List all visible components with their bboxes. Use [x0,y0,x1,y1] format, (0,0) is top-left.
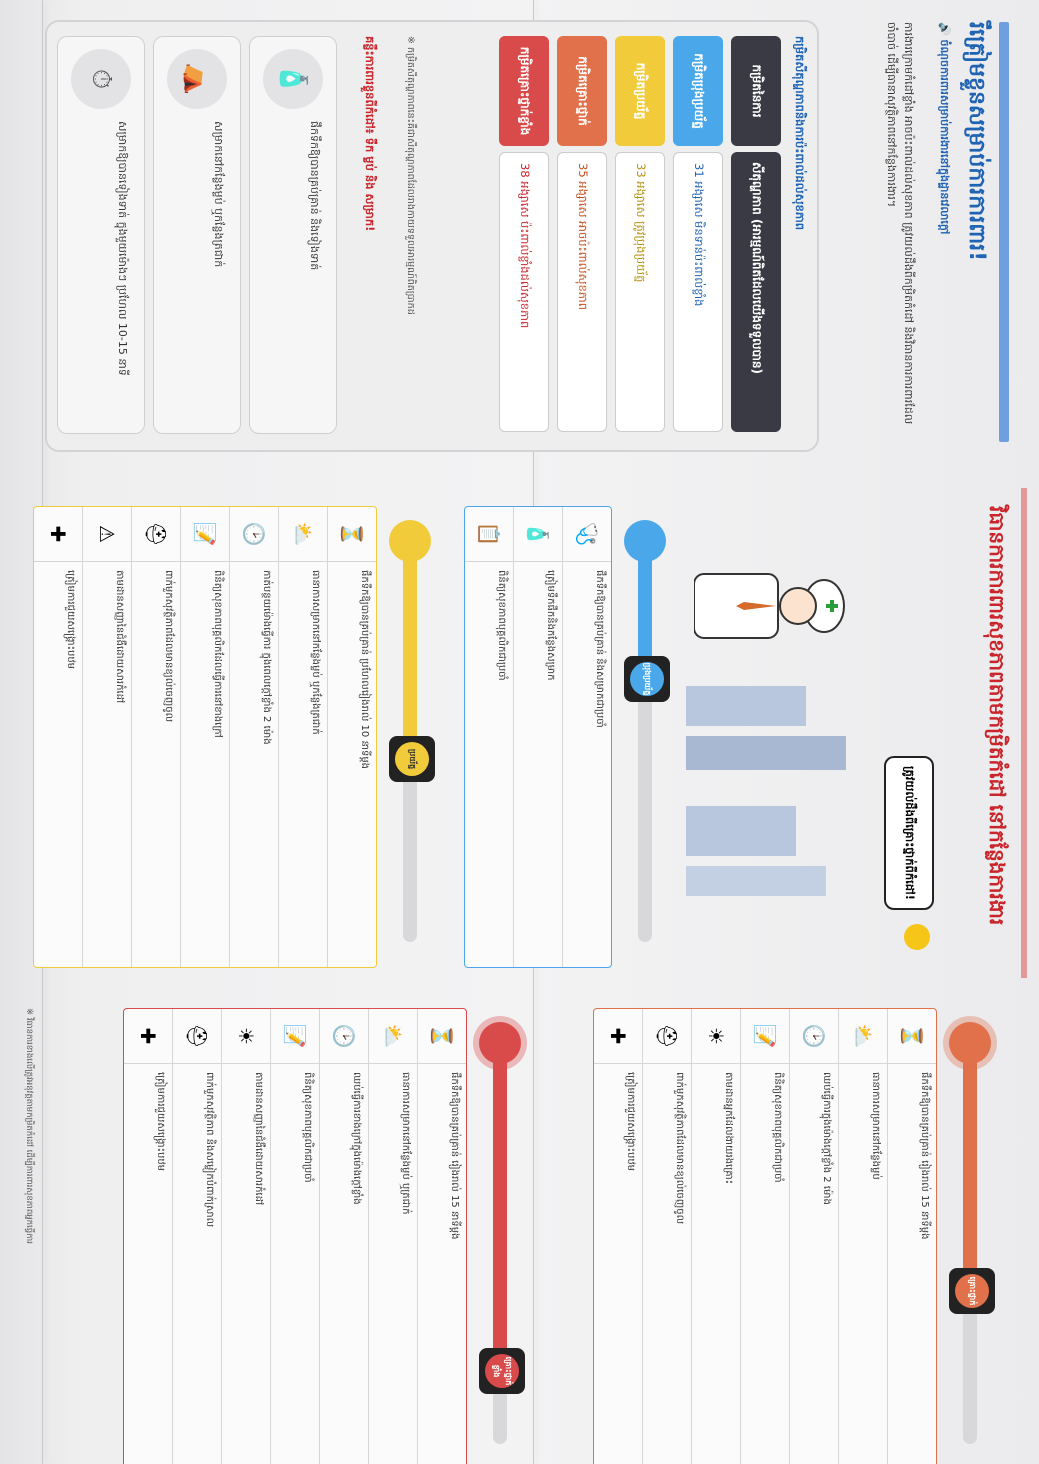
table-row [594,1009,642,1464]
measures-table [593,1008,937,1464]
measures-table [123,1008,467,1464]
row-text: ធានាការសម្រាកនៅកន្លែងម្លប់ ឬកន្លែងត្រជាក់ [310,570,321,735]
row-text: ឈប់ធ្វើការខាងក្រៅក្នុងម៉ោងក្តៅខ្លាំង [351,1072,362,1205]
feel-caution: 31 អង្សាសេ មិនទាន់ប៉ះពាល់ខ្លាំង [673,152,723,432]
measures-table [33,506,377,968]
shade-icon: ⛅ [839,1009,887,1064]
table-row [124,1009,172,1464]
thermometer-bulb [624,520,666,562]
level-tag-label: ប្រុងប្រយ័ត្ន [630,662,664,696]
building-icon [686,806,796,856]
tip-text: សម្រាកឱ្យបានទៀងទាត់ ក្នុងមួយម៉ោងៗ ប្រហែល 10-15 នាទី [116,121,129,376]
table-row [131,507,180,967]
checklist-icon: 📝 [741,1009,789,1064]
table-row [887,1009,936,1464]
table-row [229,507,278,967]
level-tag-label: ប្រយ័ត្ន [395,742,429,776]
table-row [180,507,229,967]
table-row [319,1009,368,1464]
level-tag [479,1348,525,1394]
table-row [221,1009,270,1464]
water-icon: 🧴 [514,507,562,562]
clipboard-icon: 📋 [465,507,513,562]
shade-tent-icon: ⛺ [167,49,227,109]
thermometer-fill [963,1044,977,1294]
first-aid-icon: ✚ [594,1009,642,1064]
level-caution: កម្រិតប្រុងប្រយ័ត្ន [673,36,723,146]
table-row [278,507,327,967]
panel-title: រឹត្រៀមខ្លួនសម្រាប់ការការពារ! [964,22,989,262]
heat-level-box [45,20,819,452]
level-extreme: កម្រិតគ្រោះថ្នាក់ខ្លាំង [499,36,549,146]
footnote: ※ វិធានការខាងលើត្រូវអនុវត្តតាមកម្រិតកំដៅ ដើម្បីការពារសុខភាពអ្នកធ្វើការ [24,1008,34,1244]
building-icon [686,686,806,726]
row-text: ធានាការសម្រាកនៅកន្លែងម្លប់ [870,1072,881,1180]
header-level: កម្រិតនៃការ [731,36,781,146]
table-row [513,507,562,967]
intro-paragraph: ការងារក្រោមកំដៅខ្លាំង អាចប៉ះពាល់ដល់សុខភាព ត្រូវយល់ដឹងពីកម្រិតកំដៅ និងវិធានការការពារដែលចាំបាច់ ដើម្បីធានាសុវត្ថិភាពនៅកន្លែងការងារ។ [884,22,915,425]
level-tag [949,1268,995,1314]
table-row [691,1009,740,1464]
audio-label [935,22,951,442]
tip-text: ផឹកទឹកឱ្យបានគ្រប់គ្រាន់ និងទៀងទាត់ [308,121,321,271]
level-tag-label: គ្រោះថ្នាក់ [955,1274,989,1308]
level-tag [389,736,435,782]
sun-hourglass-icon: ⏳ [888,1009,936,1064]
water-bottle-icon: 🧴 [263,49,323,109]
feel-danger: 35 អង្សាសេ អាចប៉ះពាល់សុខភាព [557,152,607,432]
thermometer-bulb [479,1022,521,1064]
feel-warning: 33 អង្សាសេ ត្រូវប្រុងប្រយ័ត្ន [615,152,665,432]
level-tag [624,656,670,702]
person-sun-icon: ☀ [692,1009,740,1064]
shade-icon: ⛅ [279,507,327,562]
row-text: ពិនិត្យសុខភាពបុគ្គលិកជាប្រចាំ [302,1072,313,1183]
box-title: កម្រិតសីតុណ្ហភាពនិងការប៉ះពាល់ដល់សុខភាព [793,36,807,231]
feel-extreme: 38 អង្សាសេ ប៉ះពាល់ខ្លាំងដល់សុខភាព [499,152,549,432]
speech-bubble: ត្រូវយល់ដឹងពីគ្រោះថ្នាក់ពីកំដៅ! [884,756,934,910]
footnote: ※ កម្រិតសីតុណ្ហភាពនេះគឺជាសីតុណ្ហភាពដែលរាងកាយទទួលអារម្មណ៍ពិតប្រាកដ [405,36,416,315]
checklist-icon: 📝 [271,1009,319,1064]
row-text: កាត់បន្ថយម៉ោងធ្វើការ ក្នុងពេលក្តៅខ្លាំង 2 ម៉ោង [261,570,272,745]
table-row [368,1009,417,1464]
row-text: តាមដានសញ្ញានៃជំងឺដោយសារកំដៅ [114,570,125,704]
panel-measures-1 [0,488,1039,978]
thermometer [383,506,439,966]
row-text: ពិនិត្យសុខភាពបុគ្គលិកដែលធ្វើការនៅខាងក្រៅ [212,570,223,738]
thermometer [943,1008,999,1464]
panel-heat-levels [0,0,1039,475]
checklist-icon: 📝 [181,507,229,562]
helmet-icon: ⛑ [643,1009,691,1064]
table-row [34,507,82,967]
table-row [172,1009,221,1464]
tip-card-shade [153,36,241,434]
panel-title: វិធានការការពារសុខភាពតាមកម្រិតកំដៅ នៅកន្លែងការងារ [985,506,1009,926]
row-text: ត្រៀមការជួយសង្គ្រោះបឋម [155,1072,166,1172]
table-row [465,507,513,967]
stop-clock-icon: 🕑 [790,1009,838,1064]
shade-icon: ⛅ [369,1009,417,1064]
thermometer [473,1008,529,1464]
person-sun-icon: ☀ [222,1009,270,1064]
thermometer-bulb [949,1022,991,1064]
row-text: ពិនិត្យសុខភាពបុគ្គលិកជាប្រចាំ [772,1072,783,1183]
advice-heading: គន្លឹះការពារខ្លួនពីកំដៅ៖ ទឹក ម្លប់ និង សម្រាក! [363,36,377,232]
helmet-icon: ⛑ [132,507,180,562]
table-row [270,1009,319,1464]
row-text: ពិនិត្យសុខភាពបុគ្គលិកជាប្រចាំ [496,570,507,681]
medical-kit-icon: 🩺 [563,507,611,562]
level-warning: កម្រិតប្រយ័ត្ន [615,36,665,146]
thermometer-bulb [389,520,431,562]
panel-measures-2 [0,990,1039,1464]
table-row [838,1009,887,1464]
warning-icon: ⚠ [83,507,131,562]
row-text: ផឹកទឹកឱ្យបានគ្រប់គ្រាន់ រៀងរាល់ 15 នាទីម្តង [449,1072,460,1240]
table-row [417,1009,466,1464]
row-text: ឈប់ធ្វើការក្នុងម៉ោងក្តៅខ្លាំង 2 ម៉ោង [821,1072,832,1205]
row-text: ពាក់មួកសុវត្ថិភាពដែលមានខ្យល់ចេញចូល [674,1072,685,1225]
construction-illustration [686,506,944,966]
table-row [789,1009,838,1464]
table-row [82,507,131,967]
sun-hourglass-icon: ⏳ [418,1009,466,1064]
row-text: ពាក់មួកសុវត្ថិភាព និងសម្លៀកបំពាក់ស្រាល [204,1072,215,1228]
level-tag-label: គ្រោះថ្នាក់ខ្លាំង [485,1354,519,1388]
row-text: ផឹកទឹកឱ្យបានគ្រប់គ្រាន់ និងសម្រាកជាប្រចាំ [594,570,605,728]
building-icon [686,736,846,770]
row-text: ពាក់មួកសុវត្ថិភាពដែលមានខ្យល់ចេញចូល [163,570,174,723]
row-text: ធានាការសម្រាកនៅកន្លែងម្លប់ ឬត្រជាក់ [400,1072,411,1215]
thermometer-fill [403,542,417,762]
worker-icon [694,546,854,666]
tip-card-water [249,36,337,434]
clock-icon: 🕑 [230,507,278,562]
sun-icon [904,924,930,950]
measures-table [464,506,612,968]
sun-hourglass-icon: ⏳ [328,507,376,562]
speaker-icon: 🔊 [938,22,951,36]
row-text: ផឹកទឹកឱ្យបានគ្រប់គ្រាន់ ប្រហែលរៀងរាល់ 10 នាទីម្តង [359,570,370,770]
tip-text: សម្រាកនៅកន្លែងម្លប់ ឬកន្លែងត្រជាក់ [212,121,225,268]
first-aid-icon: ✚ [124,1009,172,1064]
table-row [562,507,611,967]
row-text: តាមដានសញ្ញានៃជំងឺដោយសារកំដៅ [253,1072,264,1206]
row-text: ត្រៀមទឹកផឹកនិងកន្លែងសម្រាក [545,570,556,681]
level-danger: កម្រិតគ្រោះថ្នាក់ [557,36,607,146]
table-row [642,1009,691,1464]
row-text: តាមដានអ្នកដែលងាយរងគ្រោះ [723,1072,734,1185]
table-row [327,507,376,967]
first-aid-icon: ✚ [34,507,82,562]
building-icon [686,866,826,896]
thermometer [618,506,674,966]
row-text: ត្រៀមការជួយសង្គ្រោះបឋម [65,570,76,670]
stop-clock-icon: 🕑 [320,1009,368,1064]
header-temperature: សីតុណ្ហភាព (អារម្មណ៍ពិតដែលយើងទទួលបាន) [731,152,781,432]
audio-text: ចំណុចការពារសម្រាប់ការងារនៅក្នុងដ្ឋានវេលាក្តៅ [938,39,951,235]
row-text: ផឹកទឹកឱ្យបានគ្រប់គ្រាន់ រៀងរាល់ 15 នាទីម្តង [919,1072,930,1240]
rest-clock-icon: ⏱ [71,49,131,109]
row-text: ត្រៀមការជួយសង្គ្រោះបឋម [625,1072,636,1172]
helmet-icon: ⛑ [173,1009,221,1064]
top-accent-bar [999,22,1009,442]
thermometer-fill [493,1044,507,1374]
tip-card-rest [57,36,145,434]
table-row [740,1009,789,1464]
top-accent-stripe [1021,488,1027,978]
